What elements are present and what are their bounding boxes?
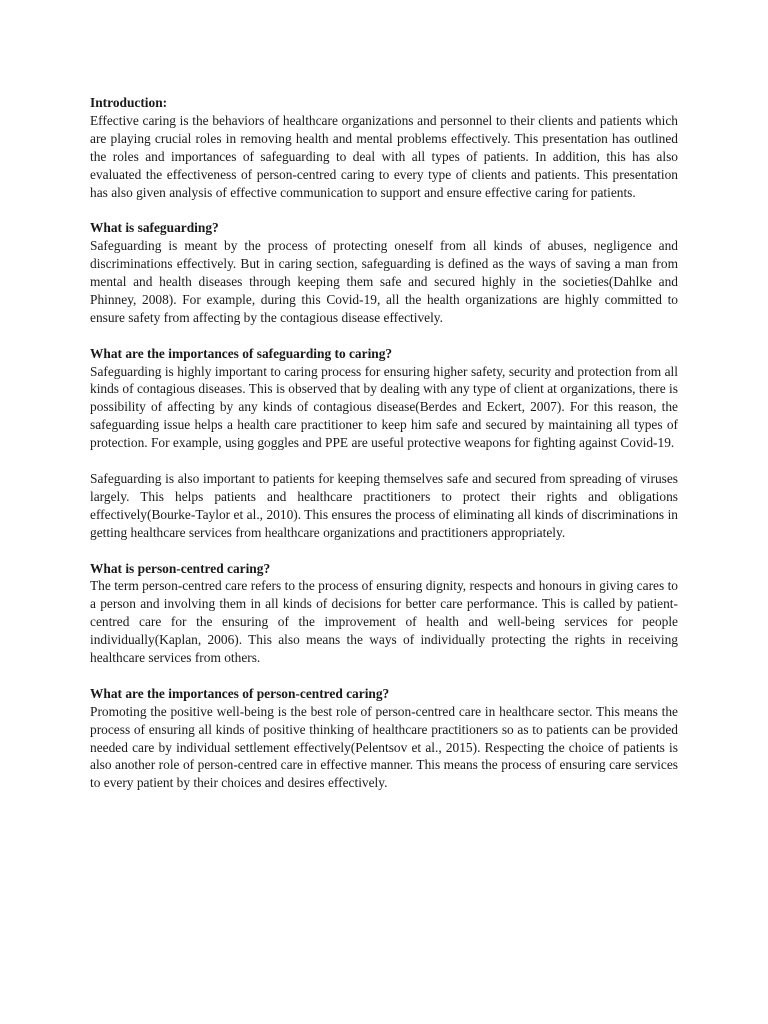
section-introduction	[90, 94, 678, 201]
section-paragraph: Safeguarding is also important to patients for keeping themselves safe and secured from spreading of viruses largely. This helps patients and healthcare practitioners to protect their rights and obligations effectively(Bourke-Taylor et al., 2010). This ensures the process of eliminating all kinds of discriminations in getting healthcare services from healthcare organizations and practitioners appropriately.	[90, 470, 678, 540]
section-what-is-person-centred-caring	[90, 560, 678, 667]
section-importances-of-person-centred-caring	[90, 685, 678, 792]
document-page	[90, 94, 678, 792]
section-importances-of-safeguarding	[90, 345, 678, 542]
paragraph-gap	[90, 201, 678, 219]
section-heading: Introduction:	[90, 95, 168, 110]
section-heading: What are the importances of person-centred caring?	[90, 685, 390, 701]
paragraph-gap	[90, 452, 678, 470]
section-paragraph: Safeguarding is highly important to caring process for ensuring higher safety, security and protection from all kinds of contagious diseases. This is observed that by dealing with any type of client at organizations, there is possibility of affecting by any kinds of contagious disease(Berdes and Eckert, 2007). For this reason, the safeguarding issue helps a health care practitioner to keep him safe and secured by maintaining all types of protection. For example, using goggles and PPE are useful protective weapons for fighting against Covid-19.	[90, 363, 678, 451]
section-paragraph: The term person-centred care refers to the process of ensuring dignity, respects and honours in giving cares to a person and involving them in all kinds of decisions for better care performance. This is called by patient-centred care for the ensuring of the improvement of health and well-being services for people individually(Kaplan, 2006). This also means the ways of individually protecting the rights in receiving healthcare services from others.	[90, 578, 678, 666]
paragraph-gap	[90, 542, 678, 560]
section-paragraph: Promoting the positive well-being is the best role of person-centred care in healthcare sector. This means the process of ensuring all kinds of positive thinking of healthcare practitioners so as to patients can be provided needed care by individual settlement effectively(Pelentsov et al., 2015). Respecting the choice of patients is also another role of person-centred care in effective manner. This means the process of ensuring care services to every patient by their choices and desires effectively.	[90, 703, 678, 791]
paragraph-gap	[90, 327, 678, 345]
section-what-is-safeguarding	[90, 219, 678, 326]
section-heading: What are the importances of safeguarding to caring?	[90, 345, 393, 361]
section-paragraph: Safeguarding is meant by the process of protecting oneself from all kinds of abuses, negligence and discriminations effectively. But in caring section, safeguarding is defined as the ways of saving a man from mental and health diseases through keeping them safe and secured highly in the societies(Dahlke and Phinney, 2008). For example, during this Covid-19, all the health organizations are highly committed to ensure safety from affecting by the contagious disease effectively.	[90, 238, 678, 325]
section-paragraph: Effective caring is the behaviors of healthcare organizations and personnel to their clients and patients which are playing crucial roles in removing health and mental problems effectively. This presentation has outlined the roles and importances of safeguarding to deal with all types of patients. In addition, this has also evaluated the effectiveness of person-centred caring to every type of clients and patients. This presentation has also given analysis of effective communication to support and ensure effective caring for patients.	[90, 112, 678, 200]
section-heading: What is person-centred caring?	[90, 560, 271, 576]
paragraph-gap	[90, 667, 678, 685]
section-heading: What is safeguarding?	[90, 220, 219, 236]
